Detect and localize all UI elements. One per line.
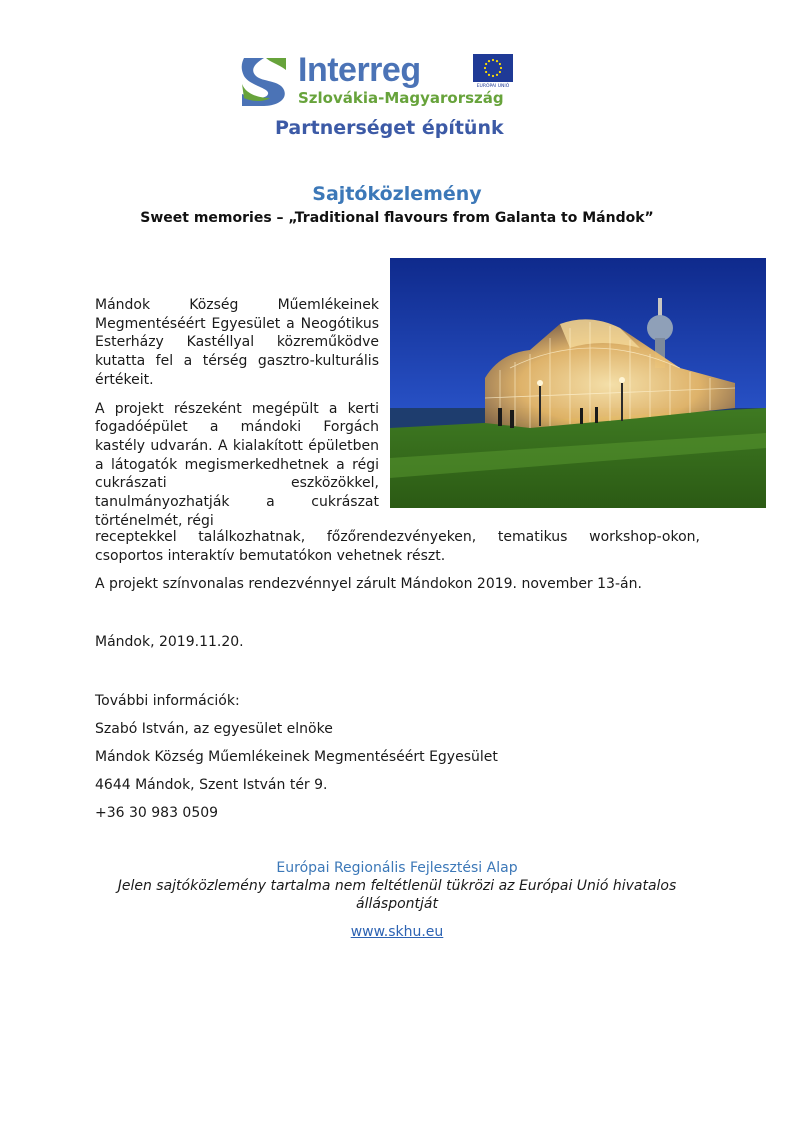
eu-caption: EURÓPAI UNIÓ xyxy=(476,84,510,89)
date-line: Mándok, 2019.11.20. xyxy=(95,634,244,650)
contact-organization: Mándok Község Műemlékeinek Megmentéséért Egyesület xyxy=(95,749,498,765)
interreg-s-mark-icon xyxy=(236,54,292,106)
contact-heading: További információk: xyxy=(95,693,240,709)
logo-name: Interreg xyxy=(298,51,421,89)
pavilion-photo xyxy=(390,258,766,508)
paragraph-2-tail-line-2: csoportos interaktív bemutatókon vehetnek részt. xyxy=(95,547,446,564)
website-link[interactable]: www.skhu.eu xyxy=(350,924,444,940)
contact-name: Szabó István, az egyesület elnöke xyxy=(95,721,333,737)
paragraph-2-tail-line-1: receptekkel találkozhatnak, főzőrendezvényeken, tematikus workshop-okon, xyxy=(95,529,700,545)
body-column xyxy=(95,296,379,540)
paragraph-2-column: A projekt részeként megépült a kerti fogadóépület a mándoki Forgách kastély udvarán. A kialakított épületben a látogatók megismerkedhetnek a régi cukrászati eszközökkel, tanulmányozhatják a cukrászat történelmét, régi xyxy=(95,400,379,529)
page-title: Sajtóközlemény xyxy=(312,183,482,205)
paragraph-1: Mándok Község Műemlékeinek Megmentéséért Egyesület a Neogótikus Esterházy Kastéllyal közreműködve kutatta fel a térség gasztro-kulturális értékeit. xyxy=(95,297,379,388)
footer-fund: Európai Regionális Fejlesztési Alap xyxy=(276,860,518,876)
contact-phone: +36 30 983 0509 xyxy=(95,805,219,821)
page-subtitle: Sweet memories – „Traditional flavours from Galanta to Mándok” xyxy=(140,210,654,226)
contact-address: 4644 Mándok, Szent István tér 9. xyxy=(95,777,328,793)
contact-block xyxy=(95,691,498,831)
footer-disclaimer: Jelen sajtóközlemény tartalma nem feltétlenül tükrözi az Európai Unió hivatalos álláspontját xyxy=(117,878,677,912)
tagline: Partnerséget építünk xyxy=(275,117,504,139)
paragraph-2-tail xyxy=(95,528,700,565)
eu-flag-icon xyxy=(473,54,513,82)
paragraph-3: A projekt színvonalas rendezvénnyel zárult Mándokon 2019. november 13-án. xyxy=(95,576,642,592)
logo-region: Szlovákia-Magyarország xyxy=(298,89,504,107)
